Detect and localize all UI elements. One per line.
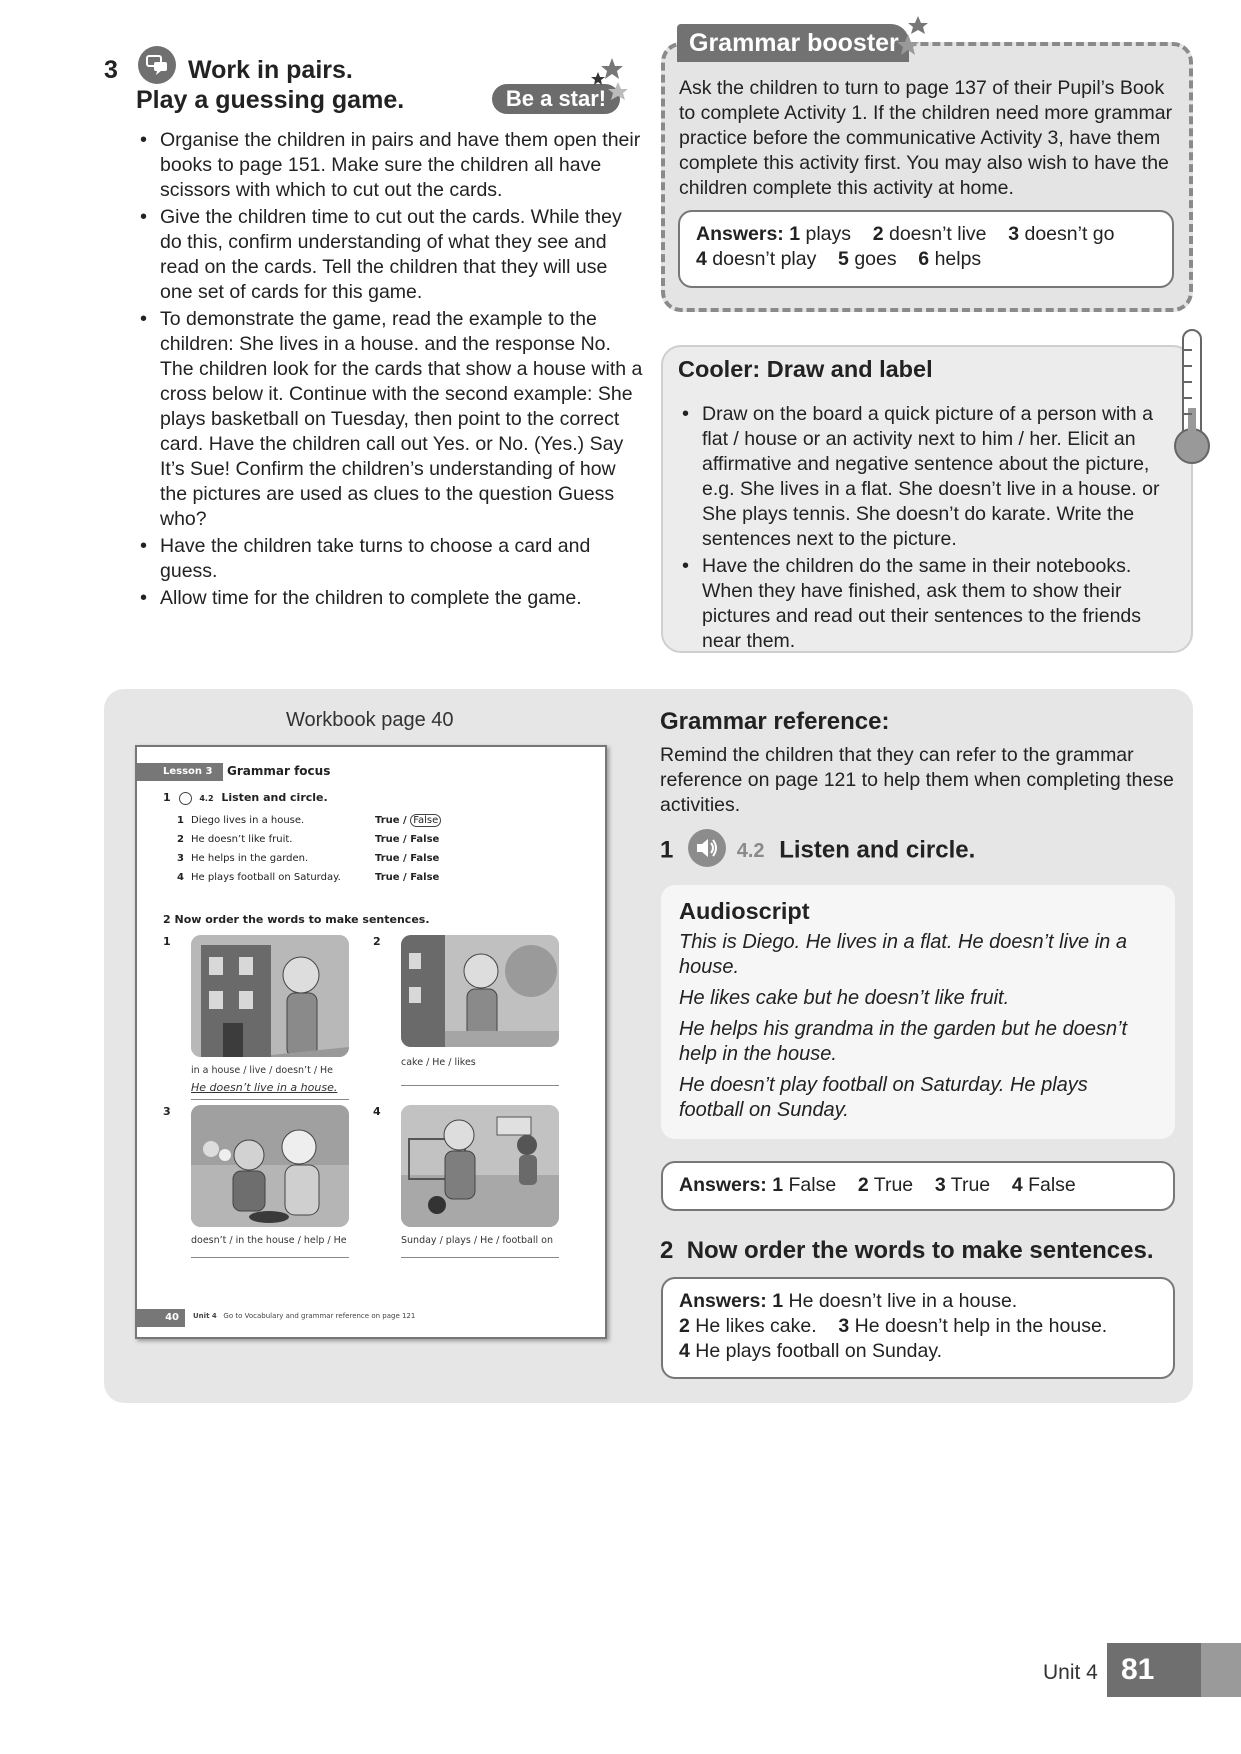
answer-text: goes xyxy=(854,248,897,270)
page-tab-edge xyxy=(1201,1643,1241,1697)
audioscript-title: Audioscript xyxy=(679,898,810,924)
row-number: 1 xyxy=(177,815,184,826)
answer-number: 2 xyxy=(872,223,884,245)
answer-number: 3 xyxy=(934,1174,946,1196)
workbook-exercise-2: 2 Now order the words to make sentences. xyxy=(163,913,430,926)
picture-boy-house xyxy=(191,935,349,1057)
lesson-tab: Lesson 3 xyxy=(137,763,223,781)
answer-text: doesn’t live xyxy=(888,223,987,245)
activity-3-header xyxy=(104,46,644,116)
answer-number: 1 xyxy=(772,1290,784,1312)
answer-number: 3 xyxy=(1008,223,1020,245)
list-item: • To demonstrate the game, read the example to the children: She lives in a house. and the response No. The children look for the cards that show a house with a cross below it. Continue with the second example: She plays basketball on Tuesday, then point to the correct card. Have the children call out Yes. or No. (Yes.) Say It’s Sue! Confirm the children’s understanding of how the pictures are used as clues to the question Guess who? xyxy=(136,307,644,532)
false-label: False xyxy=(410,853,440,864)
true-false-choice: True / False xyxy=(375,815,441,826)
answer-text: He doesn’t help in the house. xyxy=(854,1315,1108,1337)
picture-number: 3 xyxy=(163,1105,171,1118)
answer-number: 6 xyxy=(918,248,930,270)
audioscript-line: He helps his grandma in the garden but he doesn’t help in the house. xyxy=(679,1018,1128,1065)
false-label: False xyxy=(410,872,440,883)
list-item: • Give the children time to cut out the cards. While they do this, confirm understanding of what they see and read on the cards. Tell the children that they will use one set of cards for this game. xyxy=(136,205,644,305)
stars-icon xyxy=(590,58,630,100)
activity-3-bullets xyxy=(136,128,644,611)
activity-number: 3 xyxy=(104,56,118,84)
cooler-bullets xyxy=(678,402,1180,656)
answer-line xyxy=(401,1085,559,1086)
answer-line xyxy=(191,1257,349,1258)
workbook-caption: Workbook page 40 xyxy=(286,709,454,731)
answer-text: False xyxy=(788,1174,837,1196)
row-sentence: Diego lives in a house. xyxy=(191,815,305,826)
list-item: • Draw on the board a quick picture of a person with a flat / house or an activity next to him / her. Elicit an affirmative and negative sentence about the picture, e.g. She lives in a flat. She doesn’t live in a house. or She plays tennis. She doesn’t do karate. Write the sentences next to the picture. xyxy=(678,402,1180,552)
answer-text: He doesn’t live in a house. xyxy=(788,1290,1018,1312)
picture-boy-garden xyxy=(191,1105,349,1227)
true-label: True xyxy=(375,815,400,826)
answer-text: He likes cake. xyxy=(695,1315,817,1337)
workbook-page-number: 40 xyxy=(137,1309,185,1327)
answer-line xyxy=(401,1257,559,1258)
row-sentence: He plays football on Saturday. xyxy=(191,872,341,883)
example-answer: He doesn’t live in a house. xyxy=(191,1081,338,1094)
picture-number: 1 xyxy=(163,935,171,948)
scramble-text: in a house / live / doesn’t / He xyxy=(191,1065,334,1076)
exercise-2-answers xyxy=(661,1277,1175,1379)
true-label: True xyxy=(375,872,400,883)
answer-number: 2 xyxy=(857,1174,869,1196)
speaker-icon xyxy=(179,792,192,805)
true-label: True xyxy=(375,834,400,845)
audioscript-lines xyxy=(679,930,1157,1129)
exercise-label: Now order the words to make sentences. xyxy=(686,1237,1154,1264)
answer-number: 4 xyxy=(679,1340,690,1362)
scramble-text: cake / He / likes xyxy=(401,1057,476,1068)
exercise-number: 1 xyxy=(660,836,674,864)
workbook-exercise-1 xyxy=(163,791,328,805)
row-number: 2 xyxy=(177,834,184,845)
grammar-booster-answers xyxy=(678,210,1174,288)
true-false-choice: True / False xyxy=(375,834,440,845)
footer-unit: Unit 4 xyxy=(1043,1661,1098,1684)
grammar-reference-text: Remind the children that they can refer to the grammar reference on page 121 to help them when completing these activities. xyxy=(660,744,1174,816)
page-number: 81 xyxy=(1107,1643,1241,1697)
answer-line xyxy=(191,1099,349,1100)
list-item: • Have the children take turns to choose a card and guess. xyxy=(136,534,644,584)
answer-number: 2 xyxy=(679,1315,690,1337)
true-false-choice: True / False xyxy=(375,872,440,883)
cooler-title: Cooler: Draw and label xyxy=(678,356,933,382)
activity-title-line2: Play a guessing game. xyxy=(136,86,405,114)
row-number: 4 xyxy=(177,872,184,883)
row-number: 3 xyxy=(177,853,184,864)
answer-text: doesn’t play xyxy=(712,248,817,270)
list-item: • Allow time for the children to complete the game. xyxy=(136,586,644,611)
scramble-text: Sunday / plays / He / football on xyxy=(401,1235,553,1246)
exercise-number: 2 xyxy=(660,1237,674,1264)
true-label: True xyxy=(375,853,400,864)
answer-number: 1 xyxy=(789,223,801,245)
thermometer-icon xyxy=(1172,328,1212,468)
picture-boy-football xyxy=(401,1105,559,1227)
workbook-page-thumbnail xyxy=(135,745,607,1339)
speaker-icon xyxy=(688,829,726,867)
audioscript-line: This is Diego. He lives in a flat. He doesn’t live in a house. xyxy=(679,931,1127,978)
stars-icon xyxy=(896,16,932,60)
false-label-circled: False xyxy=(410,814,441,827)
workbook-footer-text xyxy=(193,1312,415,1320)
answer-text: doesn’t go xyxy=(1024,223,1115,245)
audioscript-line: He doesn’t play football on Saturday. He plays football on Sunday. xyxy=(679,1074,1088,1121)
answer-text: plays xyxy=(805,223,852,245)
answer-text: True xyxy=(950,1174,991,1196)
answer-number: 4 xyxy=(696,248,707,270)
row-sentence: He helps in the garden. xyxy=(191,853,309,864)
answer-number: 5 xyxy=(838,248,849,270)
answer-text: helps xyxy=(934,248,982,270)
list-item: • Organise the children in pairs and have them open their books to page 151. Make sure the children all have scissors with which to cut out the cards. xyxy=(136,128,644,203)
exercise-1-heading xyxy=(660,832,975,870)
exercise-2-heading xyxy=(660,1237,1154,1265)
answer-number: 4 xyxy=(1011,1174,1023,1196)
speech-bubble-icon xyxy=(138,46,176,84)
activity-3 xyxy=(104,46,644,613)
exercise-number: 1 xyxy=(163,791,171,804)
answer-text: He plays football on Sunday. xyxy=(695,1340,943,1362)
answer-text: True xyxy=(873,1174,914,1196)
answers-label: Answers: xyxy=(679,1174,767,1196)
grammar-booster-text: Ask the children to turn to page 137 of their Pupil’s Book to complete Activity 1. If the children need more grammar practice before the communicative Activity 3, have them complete this activity first. You may also wish to have the children complete this activity at home. xyxy=(679,77,1173,199)
picture-boy-cake xyxy=(401,935,559,1047)
picture-number: 2 xyxy=(373,935,381,948)
track-number: 4.2 xyxy=(736,840,765,863)
exercise-1-answers xyxy=(661,1161,1175,1211)
answer-number: 1 xyxy=(772,1174,784,1196)
answer-text: False xyxy=(1028,1174,1076,1196)
false-label: False xyxy=(410,834,440,845)
audioscript-line: He likes cake but he doesn’t like fruit. xyxy=(679,987,1010,1009)
activity-title-line1: Work in pairs. xyxy=(188,56,353,84)
answers-label: Answers: xyxy=(696,223,784,245)
list-item: • Have the children do the same in their notebooks. When they have finished, ask them to show their pictures and read out their sentences to the friends near them. xyxy=(678,554,1180,654)
true-false-choice: True / False xyxy=(375,853,440,864)
footer-unit: Unit 4 xyxy=(193,1312,217,1320)
answer-number: 3 xyxy=(838,1315,850,1337)
exercise-label: Listen and circle. xyxy=(779,836,976,864)
grammar-booster-tab: Grammar booster xyxy=(677,24,909,62)
lesson-title: Grammar focus xyxy=(227,764,331,778)
row-sentence: He doesn’t like fruit. xyxy=(191,834,293,845)
scramble-text: doesn’t / in the house / help / He xyxy=(191,1235,347,1246)
grammar-reference-title: Grammar reference: xyxy=(660,708,890,735)
exercise-label: Listen and circle. xyxy=(221,791,328,804)
answers-label: Answers: xyxy=(679,1290,767,1312)
picture-number: 4 xyxy=(373,1105,381,1118)
track-number: 4.2 xyxy=(199,794,214,803)
be-a-star-badge: Be a star! xyxy=(492,84,620,114)
footer-note: Go to Vocabulary and grammar reference on page 121 xyxy=(223,1312,416,1320)
